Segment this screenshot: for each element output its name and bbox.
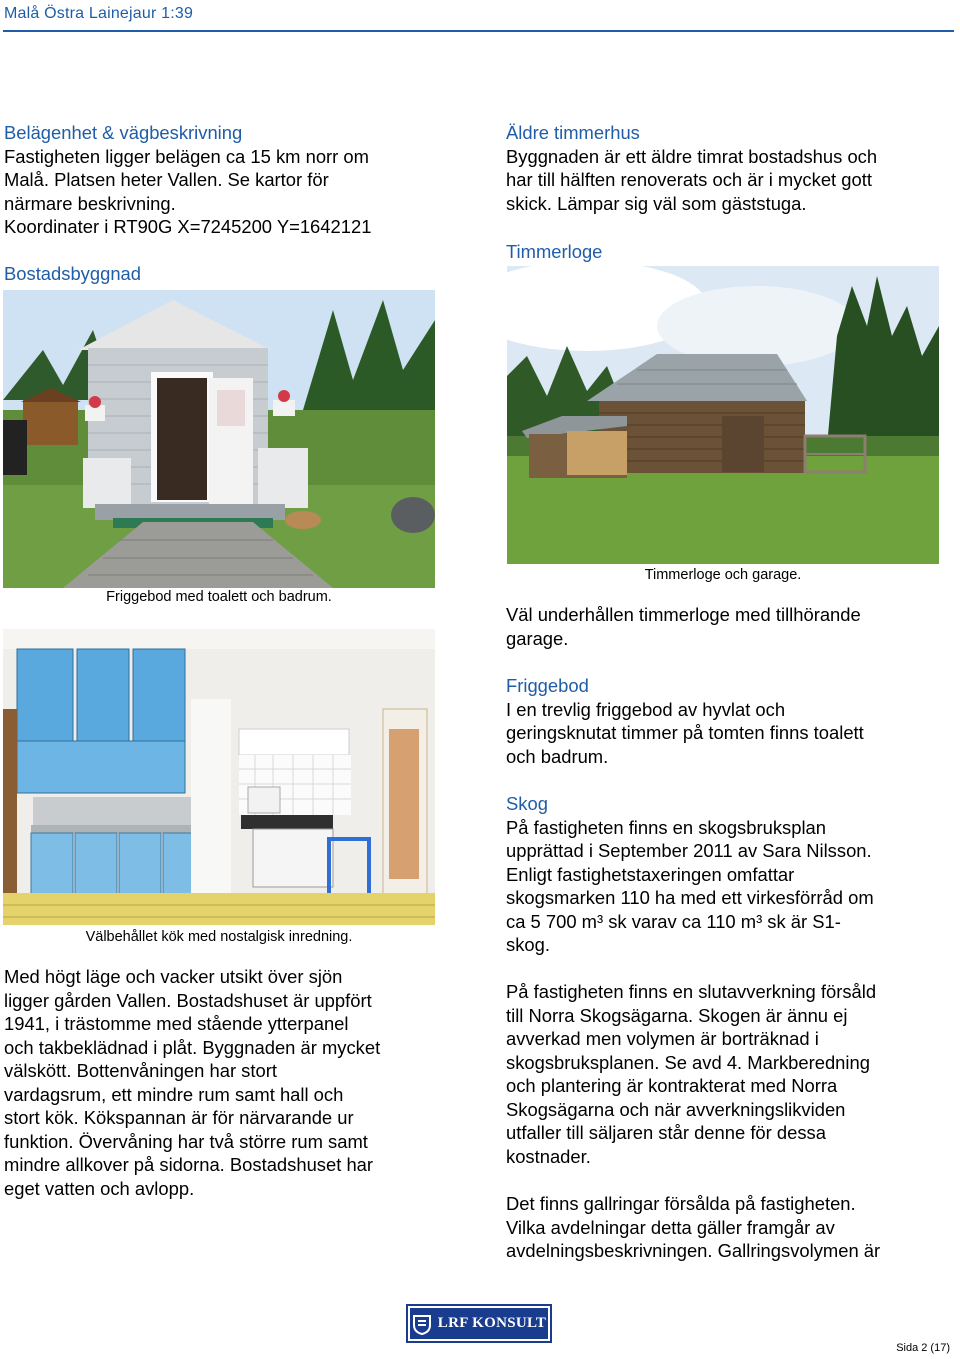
page-header-title: Malå Östra Lainejaur 1:39 [4, 5, 194, 22]
timber-barn-line: Väl underhållen timmerloge med tillhörande [506, 604, 861, 625]
friggebod-line: och badrum. [506, 745, 609, 767]
timber-barn-text [506, 603, 946, 650]
description-line: och takbeklädnad i plåt. Byggnaden är mycket [4, 1036, 381, 1058]
page-number: Sida 2 (17) [896, 1342, 950, 1354]
forest-line: och plantering är kontrakterat med Norra [506, 1075, 838, 1096]
description-line: mindre allkover på sidorna. Bostadshuset har [4, 1154, 374, 1175]
description-line: eget vatten och avlopp. [4, 1177, 195, 1199]
shield-emblem-icon [412, 1313, 432, 1335]
older-house-section [506, 121, 946, 215]
description-line: stort kök. Kökspannan är för närvarande ur [4, 1107, 354, 1128]
older-house-line: skick. Lämpar sig väl som gäststuga. [506, 192, 807, 214]
description-line: välskött. Bottenvåningen har stort [4, 1060, 277, 1081]
location-line: Malå. Platsen heter Vallen. Se kartor för [4, 169, 329, 190]
description-line: ligger gården Vallen. Bostadshuset är uppfört [4, 989, 372, 1011]
friggebod-line: I en trevlig friggebod av hyvlat och [506, 698, 786, 720]
older-house-line: Byggnaden är ett äldre timrat bostadshus och [506, 145, 878, 167]
coordinates-line: Koordinater i RT90G X=7245200 Y=1642121 [4, 216, 372, 237]
forest-line: kostnader. [506, 1145, 591, 1167]
description-line: Med högt läge och vacker utsikt över sjön [4, 966, 343, 987]
forest-line: På fastigheten finns en slutavverkning försåld [506, 981, 877, 1002]
header-rule [3, 30, 954, 32]
friggebod-heading: Friggebod [506, 675, 589, 696]
older-house-line: har till hälften renoverats och är i mycket gott [506, 169, 872, 190]
forest-line: Det finns gallringar försålda på fastigheten. [506, 1193, 856, 1214]
forest-line: På fastigheten finns en skogsbruksplan [506, 816, 826, 838]
description-line: 1941, i trästomme med stående ytterpanel [4, 1013, 349, 1034]
forest-heading: Skog [506, 793, 548, 814]
forest-line: utfaller till säljaren står denne för dessa [506, 1122, 826, 1143]
forest-line: ca 5 700 m³ sk varav ca 110 m³ sk är S1- [506, 910, 841, 932]
kitchen-photo [3, 629, 435, 925]
location-heading: Belägenhet & vägbeskrivning [4, 122, 243, 143]
location-section [4, 121, 444, 239]
timber-barn-photo [507, 266, 939, 564]
lrf-konsult-logo [408, 1306, 550, 1341]
forest-line: Skogsägarna och när avverkningslikviden [506, 1098, 846, 1120]
friggebod-line: geringsknutat timmer på tomten finns toalett [506, 722, 864, 743]
forest-line: skog. [506, 934, 550, 955]
timber-barn-heading: Timmerloge [506, 241, 603, 262]
kitchen-photo-caption: Välbehållet kök med nostalgisk inredning. [85, 929, 353, 945]
description-line: funktion. Övervåning har två större rum samt [4, 1130, 368, 1152]
forest-line: upprättad i September 2011 av Sara Nilsson. [506, 840, 872, 861]
forest-line: till Norra Skogsägarna. Skogen är ännu ej [506, 1004, 848, 1026]
forest-line: Enligt fastighetstaxeringen omfattar [506, 863, 795, 885]
timber-barn-line: garage. [506, 627, 569, 649]
friggebod-photo [3, 290, 435, 588]
description-line: vardagsrum, ett mindre rum samt hall och [4, 1083, 344, 1105]
forest-line: avdelningsbeskrivningen. Gallringsvolymen är [506, 1240, 881, 1261]
forest-line: Vilka avdelningar detta gäller framgår av [506, 1216, 835, 1238]
logo-text: LRF KONSULT [437, 1315, 547, 1331]
location-line: närmare beskrivning. [4, 192, 176, 214]
timber-barn-photo-caption: Timmerloge och garage. [644, 567, 802, 583]
older-house-heading: Äldre timmerhus [506, 122, 640, 143]
forest-thinning-paragraph [506, 1192, 946, 1263]
forest-line: avverkad men volymen är borträknad i [506, 1028, 819, 1049]
friggebod-photo-caption: Friggebod med toalett och badrum. [106, 589, 332, 605]
forest-felling-paragraph [506, 980, 946, 1168]
friggebod-section [506, 674, 946, 768]
dwelling-heading: Bostadsbyggnad [4, 263, 142, 284]
forest-line: skogsmarken 110 ha med ett virkesförråd om [506, 887, 874, 908]
dwelling-description [4, 965, 444, 1200]
forest-section [506, 792, 946, 957]
forest-line: skogsbruksplanen. Se avd 4. Markberedning [506, 1051, 870, 1073]
location-line: Fastigheten ligger belägen ca 15 km norr om [4, 145, 369, 167]
